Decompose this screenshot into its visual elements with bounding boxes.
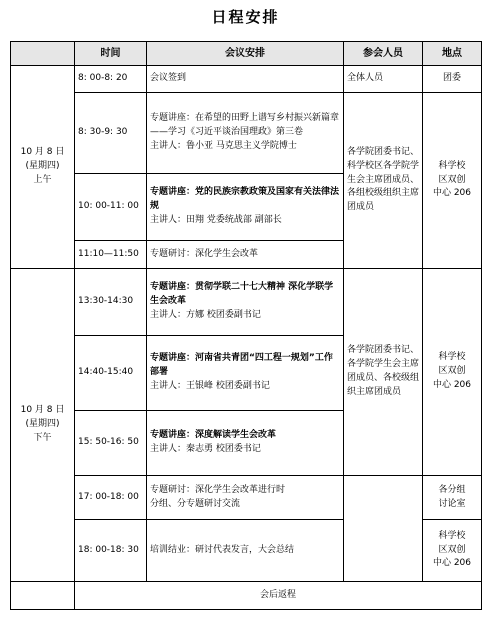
morning-date bbox=[11, 66, 75, 269]
agenda-speaker: 分组、分专题研讨交流 bbox=[150, 498, 241, 509]
agenda-topic: 专题讲座：贯彻学联二十七大精神 深化学联学生会改革 bbox=[150, 282, 334, 307]
afternoon-date bbox=[11, 269, 75, 582]
attendees-cell bbox=[344, 476, 423, 582]
header-time: 时间 bbox=[75, 42, 147, 66]
agenda-speaker: 主讲人：鲁小亚 马克思主义学院博士 bbox=[150, 140, 297, 151]
footer-row bbox=[11, 582, 482, 610]
agenda-cell bbox=[147, 336, 344, 411]
footer-text: 会后返程 bbox=[75, 582, 482, 610]
time-cell: 18: 00-18: 30 bbox=[75, 520, 147, 582]
footer-blank-cell bbox=[11, 582, 75, 610]
location-cell bbox=[423, 520, 482, 582]
location-line: 科学校 bbox=[438, 160, 466, 171]
location-line: 区双创 bbox=[438, 174, 466, 185]
agenda-topic: 专题讲座：党的民族宗教政策及国家有关法律法规 bbox=[150, 187, 340, 212]
time-cell: 14:40-15:40 bbox=[75, 336, 147, 411]
weekday-line: (星期四) bbox=[25, 419, 60, 430]
agenda-cell bbox=[147, 411, 344, 476]
agenda-speaker: 主讲人：王银峰 校团委副书记 bbox=[150, 380, 270, 391]
agenda-speaker: 主讲人：秦志勇 校团委书记 bbox=[150, 444, 261, 454]
schedule-table bbox=[10, 41, 482, 610]
location-line: 科学校 bbox=[438, 530, 466, 541]
table-row bbox=[11, 269, 482, 336]
location-line: 中心 206 bbox=[432, 188, 472, 199]
time-cell: 8: 30-9: 30 bbox=[75, 93, 147, 174]
agenda-cell bbox=[147, 520, 344, 582]
attendees-cell: 各学院团委书记、科学校区各学院学生会主席团成员、各组校级组织主席团成员 bbox=[344, 93, 423, 269]
date-line: 10 月 8 日 bbox=[20, 405, 65, 416]
agenda-cell bbox=[147, 93, 344, 174]
date-line: 10 月 8 日 bbox=[20, 147, 65, 158]
agenda-topic: 培训结业：研讨代表发言，大会总结 bbox=[150, 544, 295, 555]
period-line: 上午 bbox=[33, 174, 52, 185]
agenda-topic: 专题讲座：河南省共青团“四工程一规划”工作部署 bbox=[150, 353, 333, 378]
agenda-cell bbox=[147, 269, 344, 336]
attendees-cell: 各学院团委书记、各学院学生会主席团成员、各校级组织主席团成员 bbox=[344, 269, 423, 476]
location-cell bbox=[423, 93, 482, 269]
header-agenda: 会议安排 bbox=[147, 42, 344, 66]
table-row bbox=[11, 476, 482, 520]
time-cell: 13:30-14:30 bbox=[75, 269, 147, 336]
agenda-topic: 专题讲座：在希望的田野上谱写乡村振兴新篇章——学习《习近平谈治国理政》第三卷 bbox=[150, 113, 340, 138]
location-line: 中心 206 bbox=[432, 558, 472, 569]
weekday-line: (星期四) bbox=[25, 161, 60, 172]
agenda-topic: 专题研讨：深化学生会改革 bbox=[150, 248, 259, 259]
location-line: 科学校 bbox=[438, 352, 466, 363]
period-line: 下午 bbox=[33, 432, 52, 443]
agenda-cell bbox=[147, 66, 344, 93]
location-line: 中心 206 bbox=[432, 379, 472, 390]
location-line: 区双创 bbox=[438, 366, 466, 377]
location-cell bbox=[423, 476, 482, 520]
time-cell: 17: 00-18: 00 bbox=[75, 476, 147, 520]
time-cell: 10: 00-11: 00 bbox=[75, 174, 147, 241]
time-cell: 11:10—11:50 bbox=[75, 241, 147, 269]
agenda-topic: 会议签到 bbox=[150, 73, 187, 84]
agenda-cell bbox=[147, 241, 344, 269]
attendees-cell: 全体人员 bbox=[344, 66, 423, 93]
agenda-cell bbox=[147, 476, 344, 520]
time-cell: 15: 50-16: 50 bbox=[75, 411, 147, 476]
header-date bbox=[11, 42, 75, 66]
agenda-topic: 专题研讨：深化学生会改革进行时 bbox=[150, 484, 286, 495]
header-attendees: 参会人员 bbox=[344, 42, 423, 66]
header-location: 地点 bbox=[423, 42, 482, 66]
location-cell bbox=[423, 269, 482, 476]
agenda-cell bbox=[147, 174, 344, 241]
header-row bbox=[11, 42, 482, 66]
table-row bbox=[11, 66, 482, 93]
location-line: 各分组 bbox=[438, 484, 466, 495]
location-cell: 团委 bbox=[423, 66, 482, 93]
page-title: 日程安排 bbox=[211, 8, 280, 26]
agenda-speaker: 主讲人：方娜 校团委副书记 bbox=[150, 309, 261, 320]
time-cell: 8: 00-8: 20 bbox=[75, 66, 147, 93]
table-row bbox=[11, 93, 482, 174]
location-line: 讨论室 bbox=[438, 498, 466, 509]
location-line: 区双创 bbox=[438, 544, 466, 555]
agenda-topic: 专题讲座：深度解读学生会改革 bbox=[150, 430, 277, 441]
agenda-speaker: 主讲人：田翔 党委统战部 副部长 bbox=[150, 214, 282, 225]
